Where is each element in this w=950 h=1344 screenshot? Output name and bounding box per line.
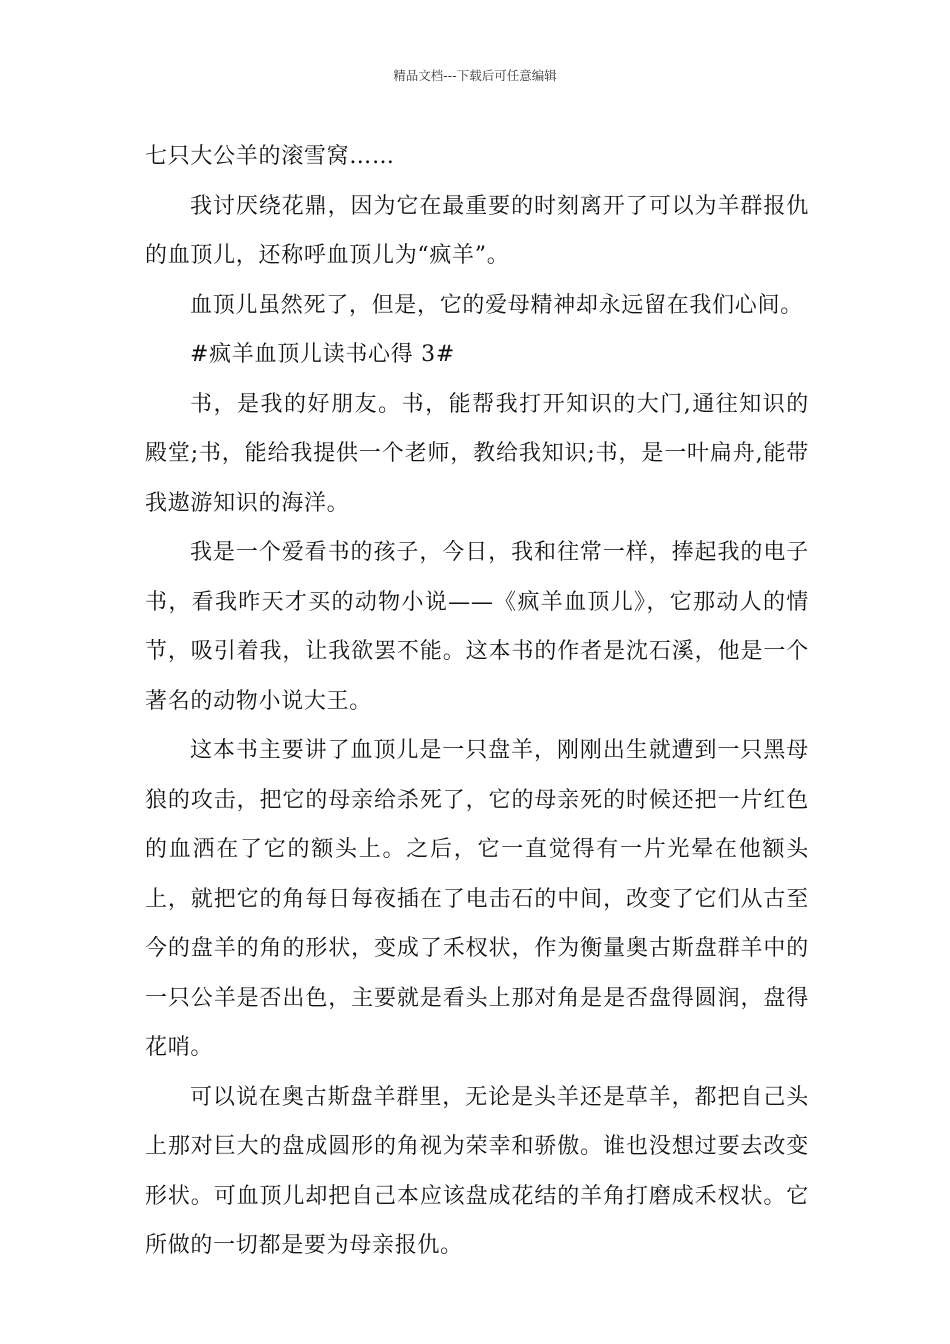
paragraph-1: 七只大公羊的滚雪窝…… <box>145 144 395 169</box>
paragraph-5: 我是一个爱看书的孩子，今日，我和往常一样，捧起我的电子书，看我昨天才买的动物小说——《疯羊血顶儿》，它那动人的情节，吸引着我，让我欲罢不能。这本书的作者是沈石溪，他是一个著名的动物小说大王。 <box>145 540 809 714</box>
paragraph-2: 我讨厌绕花鼎，因为它在最重要的时刻离开了可以为羊群报仇的血顶儿，还称呼血顶儿为“疯羊”。 <box>145 193 809 268</box>
section-heading: #疯羊血顶儿读书心得 3# <box>190 342 455 367</box>
page-header: 精品文档---下载后可任意编辑 <box>393 68 557 83</box>
paragraph-7: 可以说在奥古斯盘羊群里，无论是头羊还是草羊，都把自己头上那对巨大的盘成圆形的角视为荣幸和骄傲。谁也没想过要去改变形状。可血顶儿却把自己本应该盘成花结的羊角打磨成禾杈状。它所做的一切都是要为母亲报仇。 <box>145 1084 809 1258</box>
document-body <box>145 132 809 1271</box>
paragraph-4: 书，是我的好朋友。书，能帮我打开知识的大门,通往知识的殿堂;书，能给我提供一个老师，教给我知识;书，是一叶扁舟,能带我遨游知识的海洋。 <box>145 391 809 516</box>
paragraph-3: 血顶儿虽然死了，但是，它的爱母精神却永远留在我们心间。 <box>190 292 803 318</box>
paragraph-6: 这本书主要讲了血顶儿是一只盘羊，刚刚出生就遭到一只黑母狼的攻击，把它的母亲给杀死了，它的母亲死的时候还把一片红色的血洒在了它的额头上。之后，它一直觉得有一片光晕在他额头上，就把它的角每日每夜插在了电击石的中间，改变了它们从古至今的盘羊的角的形状，变成了禾杈状，作为衡量奥古斯盘群羊中的一只公羊是否出色，主要就是看头上那对角是是否盘得圆润，盘得花哨。 <box>145 738 809 1060</box>
